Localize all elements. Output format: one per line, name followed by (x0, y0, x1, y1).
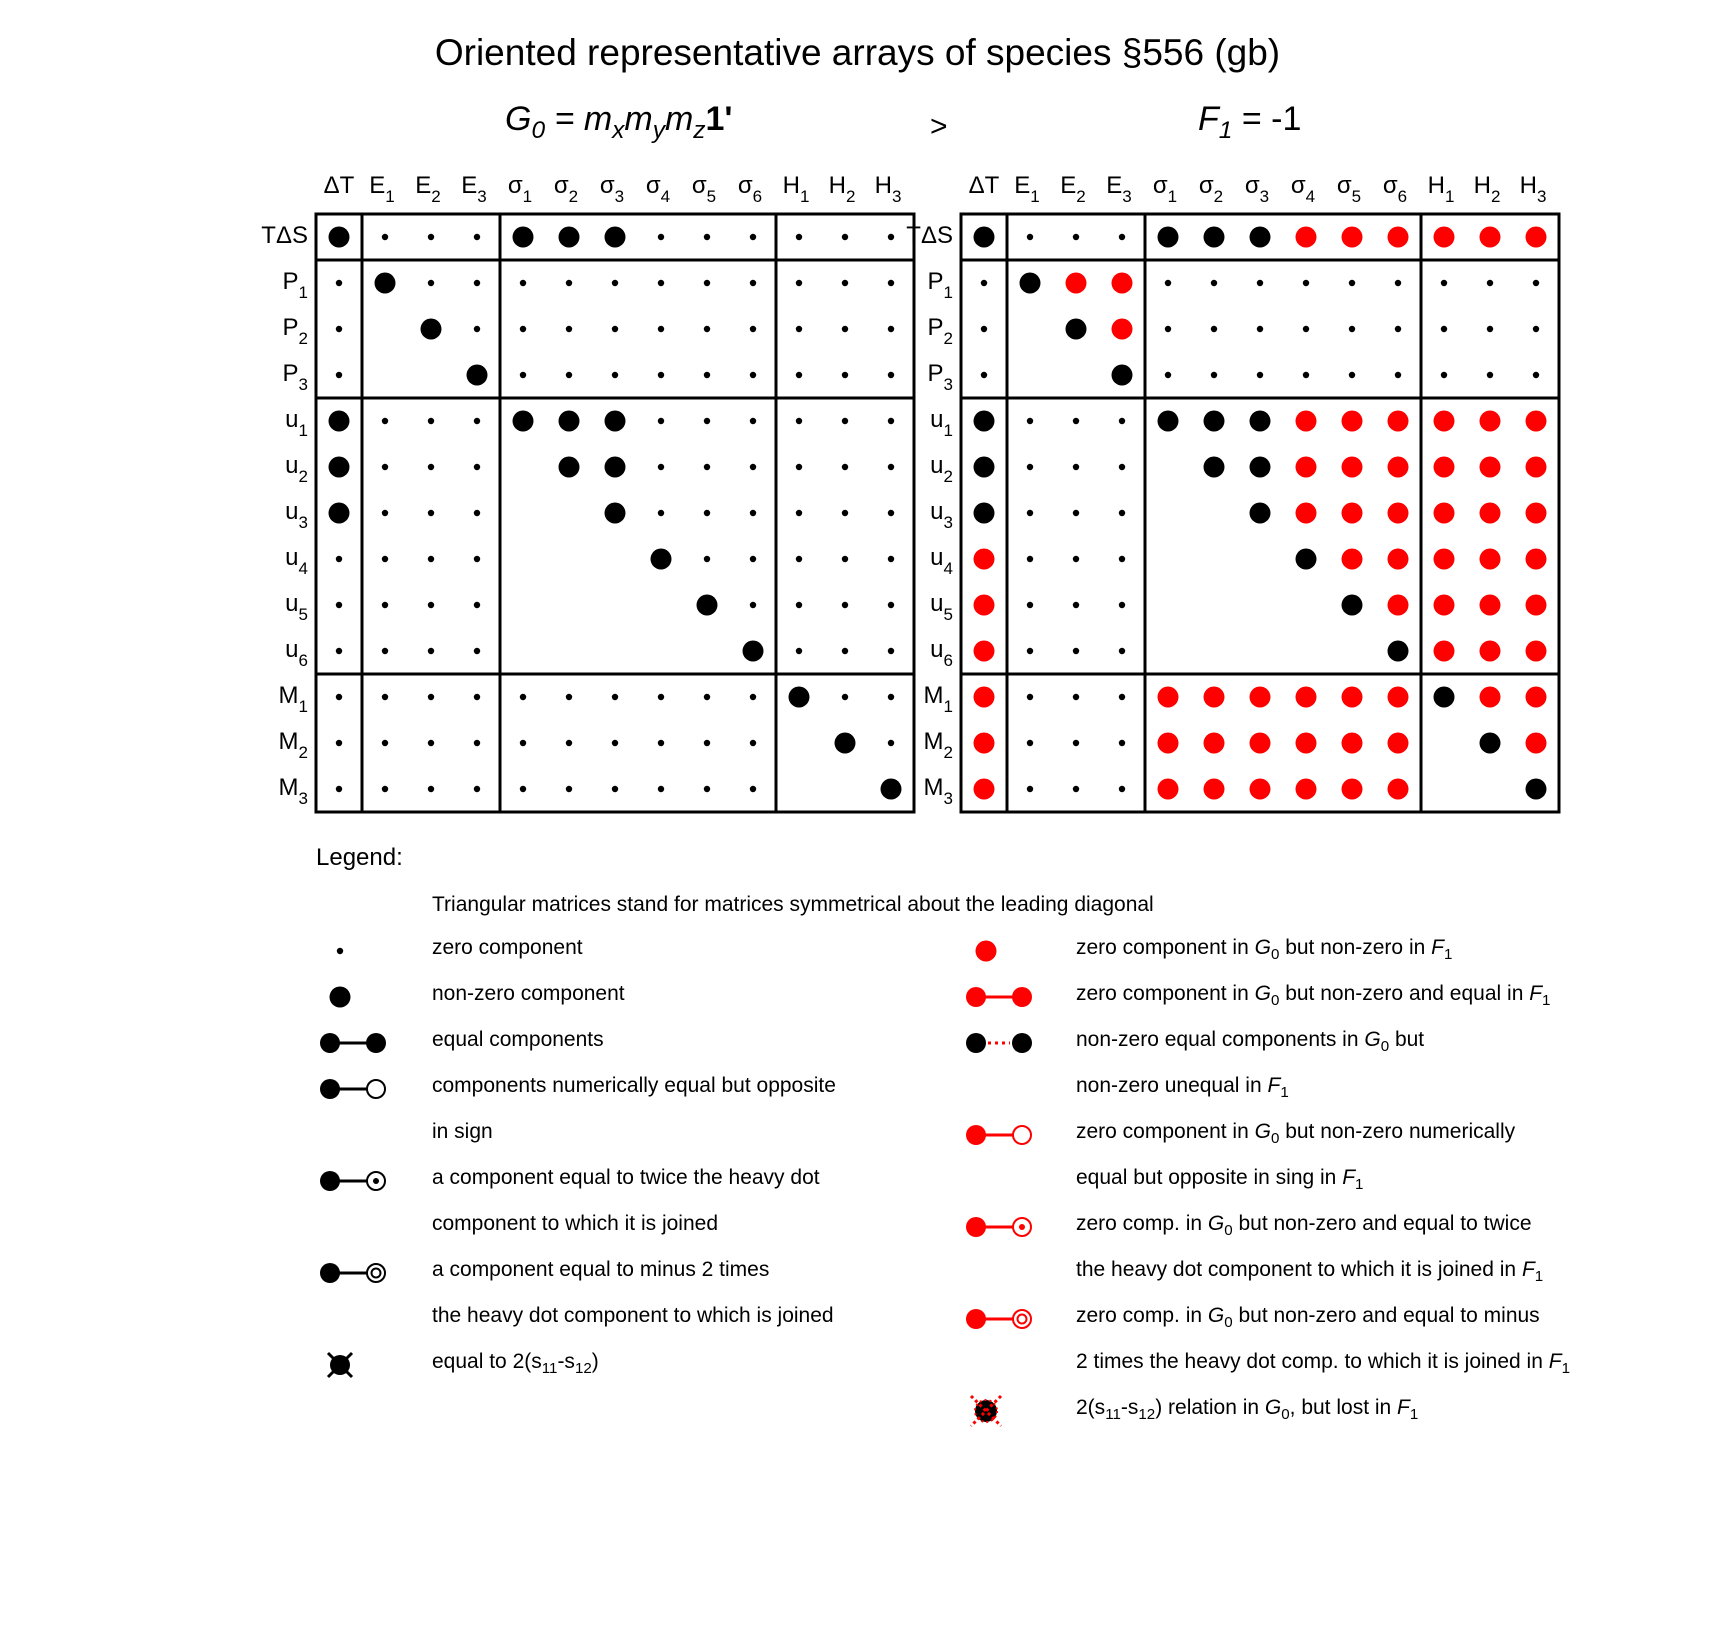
left-row-header-1: $P_1$ (282, 268, 308, 302)
left-row-header-5: $u_2$ (285, 452, 308, 486)
left-col-header-8: $\sigma_5$ (691, 172, 717, 206)
red-joined-equal-icon-tail (1012, 987, 1032, 1007)
right-row-header-3: $P_3$ (927, 360, 953, 394)
page-title: Oriented representative arrays of species §556 (gb) (434, 32, 1281, 73)
joined-minus-two-icon-head (320, 1263, 340, 1283)
right-row-header-8: $u_5$ (930, 590, 953, 624)
right-col-header-4: $\sigma_1$ (1152, 172, 1178, 206)
right-col-header-11: $H_2$ (1473, 172, 1501, 206)
left-row-header-10: $M_1$ (278, 682, 308, 716)
legend-left-item-4-line-1: component to which it is joined (432, 1212, 718, 1235)
small-dot-icon (337, 948, 343, 954)
comparator-sign: > (930, 110, 948, 143)
joined-twice-icon-head (320, 1171, 340, 1191)
left-col-header-2: $E_2$ (415, 172, 441, 206)
legend-left-item-3-line-1: in sign (432, 1120, 493, 1143)
left-col-header-12: $H_3$ (874, 172, 902, 206)
right-col-header-1: $E_1$ (1014, 172, 1040, 206)
legend-note: Triangular matrices stand for matrices symmetrical about the leading diagonal (432, 893, 1154, 916)
joined-equal-icon-tail (366, 1033, 386, 1053)
legend-left-item-6-line-0: equal to $2(s_{11}-s_{12})$ (432, 1350, 599, 1378)
right-col-header-6: $\sigma_3$ (1244, 172, 1270, 206)
red-dot-icon (976, 941, 997, 962)
right-col-header-8: $\sigma_5$ (1336, 172, 1362, 206)
legend-right-item-2-line-1: non-zero unequal in $F_1$ (1076, 1074, 1289, 1102)
joined-twice-icon-tail-dot (373, 1178, 379, 1184)
joined-equal-icon-head (320, 1033, 340, 1053)
left-group-label: $G_0 = m_xm_ym_z1'$ (505, 100, 733, 144)
right-row-header-4: $u_1$ (930, 406, 953, 440)
right-col-header-2: $E_2$ (1060, 172, 1086, 206)
left-col-header-3: $E_3$ (461, 172, 487, 206)
red-joined-opposite-icon-tail (1013, 1126, 1031, 1144)
legend-left-item-0-line-0: zero component (432, 936, 583, 959)
right-row-header-12: $M_3$ (923, 774, 953, 808)
left-col-header-10: $H_1$ (782, 172, 810, 206)
right-col-header-12: $H_3$ (1519, 172, 1547, 206)
left-row-header-3: $P_3$ (282, 360, 308, 394)
red-joined-twice-icon-head (966, 1217, 986, 1237)
left-row-header-12: $M_3$ (278, 774, 308, 808)
legend-left-item-2-line-0: equal components (432, 1028, 604, 1051)
right-row-header-11: $M_2$ (923, 728, 953, 762)
left-row-header-9: $u_6$ (285, 636, 308, 670)
left-col-header-0: ΔT (323, 172, 355, 199)
left-col-header-7: $\sigma_4$ (645, 172, 671, 206)
left-col-header-11: $H_2$ (828, 172, 856, 206)
legend-left-item-5-line-0: a component equal to minus 2 times (432, 1258, 770, 1281)
right-col-header-0: ΔT (968, 172, 1000, 199)
legend-left-item-4-line-0: a component equal to twice the heavy dot (432, 1166, 820, 1189)
left-col-header-4: $\sigma_1$ (507, 172, 533, 206)
big-dot-icon (330, 987, 351, 1008)
left-col-header-5: $\sigma_2$ (553, 172, 579, 206)
red-joined-twice-icon-tail-dot (1019, 1224, 1025, 1230)
legend-right-item-5-line-0: zero comp. in $G_0$ but non-zero and equal to minus (1076, 1304, 1540, 1332)
red-joined-opposite-icon-head (966, 1125, 986, 1145)
black-dotted-red-icon-tail (1012, 1033, 1032, 1053)
left-row-header-8: $u_5$ (285, 590, 308, 624)
legend-left-item-3-line-0: components numerically equal but opposite (432, 1074, 836, 1097)
red-joined-minus-two-icon-tail (1013, 1310, 1031, 1328)
right-col-header-3: $E_3$ (1106, 172, 1132, 206)
left-col-header-1: $E_1$ (369, 172, 395, 206)
joined-opposite-icon-tail (367, 1080, 385, 1098)
right-col-header-10: $H_1$ (1427, 172, 1455, 206)
right-row-header-9: $u_6$ (930, 636, 953, 670)
legend-right-item-3-line-1: equal but opposite in sing in $F_1$ (1076, 1166, 1364, 1194)
right-row-header-7: $u_4$ (930, 544, 953, 578)
right-row-header-6: $u_3$ (930, 498, 953, 532)
right-col-header-7: $\sigma_4$ (1290, 172, 1316, 206)
legend-right-item-3-line-0: zero component in $G_0$ but non-zero numerically (1076, 1120, 1516, 1148)
left-row-header-11: $M_2$ (278, 728, 308, 762)
joined-minus-two-icon-tail (367, 1264, 385, 1282)
joined-opposite-icon-head (320, 1079, 340, 1099)
left-row-header-7: $u_4$ (285, 544, 308, 578)
right-col-header-9: $\sigma_6$ (1382, 172, 1408, 206)
right-row-header-0: TΔS (906, 222, 953, 249)
legend-left-item-1-line-0: non-zero component (432, 982, 625, 1005)
left-col-header-9: $\sigma_6$ (737, 172, 763, 206)
left-row-header-0: TΔS (261, 222, 308, 249)
legend-right-item-5-line-1: 2 times the heavy dot comp. to which it is joined in $F_1$ (1076, 1350, 1570, 1378)
legend-right-item-0-line-0: zero component in $G_0$ but non-zero in $F_1$ (1076, 936, 1453, 964)
left-row-header-6: $u_3$ (285, 498, 308, 532)
right-group-label: $F_1 = -1$ (1198, 100, 1302, 144)
legend-right-item-4-line-0: zero comp. in $G_0$ but non-zero and equal to twice (1076, 1212, 1532, 1240)
left-row-header-4: $u_1$ (285, 406, 308, 440)
legend-right-item-2-line-0: non-zero equal components in $G_0$ but (1076, 1028, 1425, 1056)
red-joined-minus-two-icon-head (966, 1309, 986, 1329)
legend-left-item-5-line-1: the heavy dot component to which is joined (432, 1304, 834, 1327)
legend-right-item-4-line-1: the heavy dot component to which it is joined in $F_1$ (1076, 1258, 1544, 1286)
left-col-header-6: $\sigma_3$ (599, 172, 625, 206)
legend-right-item-6-line-0: $2(s_{11}-s_{12})$ relation in $G_0$, but lost in $F_1$ (1076, 1396, 1419, 1424)
right-row-header-2: $P_2$ (927, 314, 953, 348)
red-joined-equal-icon-head (966, 987, 986, 1007)
black-dotted-red-icon-head (966, 1033, 986, 1053)
right-row-header-5: $u_2$ (930, 452, 953, 486)
left-row-header-2: $P_2$ (282, 314, 308, 348)
right-row-header-1: $P_1$ (927, 268, 953, 302)
legend-right-item-1-line-0: zero component in $G_0$ but non-zero and equal in $F_1$ (1076, 982, 1551, 1010)
legend-title: Legend: (316, 844, 403, 871)
right-col-header-5: $\sigma_2$ (1198, 172, 1224, 206)
right-row-header-10: $M_1$ (923, 682, 953, 716)
